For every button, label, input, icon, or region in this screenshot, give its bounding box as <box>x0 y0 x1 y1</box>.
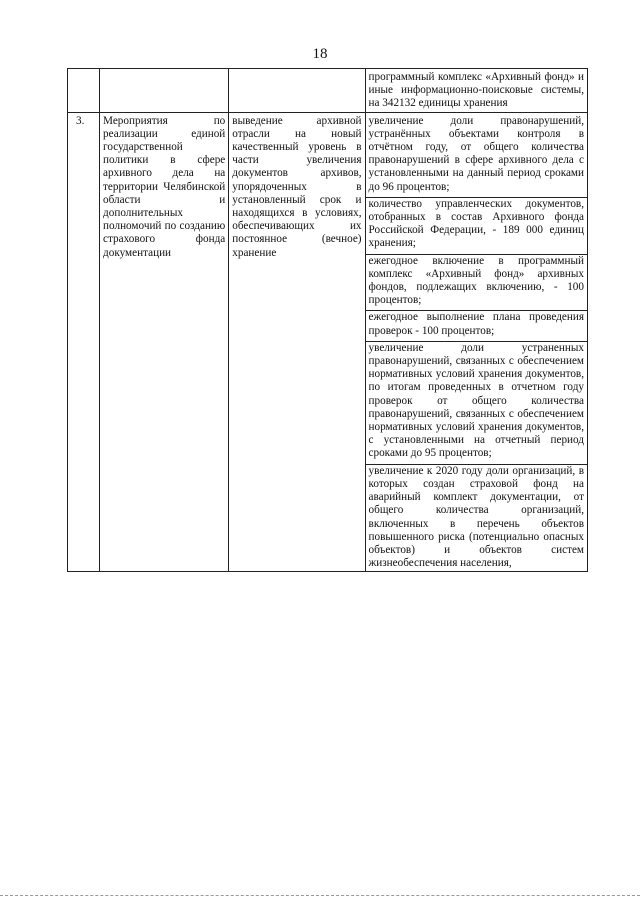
table-row-continuation <box>68 69 588 113</box>
indicator-item: увеличение доли правонарушений, устранённых объектами контроля в отчётном году, от общего количества правонарушений в сфере архивного дела с установленными на данный период сроками до 96 процентов; <box>366 115 587 198</box>
program-table <box>67 68 588 572</box>
indicator-item: ежегодное включение в программный комплекс «Архивный фонд» архивных фондов, подлежащих включению, - 100 процентов; <box>366 255 587 312</box>
goal-cell: выведение архивной отрасли на новый качественный уровень в части увеличения документов архивов, упорядоченных в установленный срок и находящихся в условиях, обеспечивающих их постоянное (вечное) хранение <box>229 112 365 572</box>
row-number: 3. <box>68 112 100 572</box>
table-row-3 <box>68 112 588 572</box>
indicators-cell <box>365 112 587 572</box>
indicator-item: увеличение доли устраненных правонарушений, связанных с обеспечением нормативных условий хранения документов, по итогам проведенных в отчетном году проверок от общего количества правонарушений, связанных с обеспечением нормативных условий хранения документов, с установленными на отчетный период сроками до 95 процентов; <box>366 342 587 465</box>
cell-indicator-continued: программный комплекс «Архивный фонд» и иные информационно-поисковые системы, на 342132 единицы хранения <box>365 69 587 113</box>
cell-number-empty <box>68 69 100 113</box>
page-bottom-border <box>0 895 640 896</box>
page-number: 18 <box>312 46 328 62</box>
cell-measure-empty <box>100 69 229 113</box>
indicator-item: увеличение к 2020 году доли организаций, в которых создан страховой фонд на аварийный комплект документации, от общего количества организаций, включенных в перечень объектов повышенного риска (потенциально опасных объектов) и объектов систем жизнеобеспечения населения, <box>368 464 584 570</box>
indicator-item: количество управленческих документов, отобранных в состав Архивного фонда Российской Федерации, - 189 000 единиц хранения; <box>366 198 587 255</box>
indicator-item: ежегодное выполнение плана проведения проверок - 100 процентов; <box>366 311 587 341</box>
cell-goal-empty <box>229 69 365 113</box>
measure-cell: Мероприятия по реализации единой государственной политики в сфере архивного дела на территории Челябинской области и дополнительных полномочий по созданию страхового фонда документации <box>100 112 229 572</box>
